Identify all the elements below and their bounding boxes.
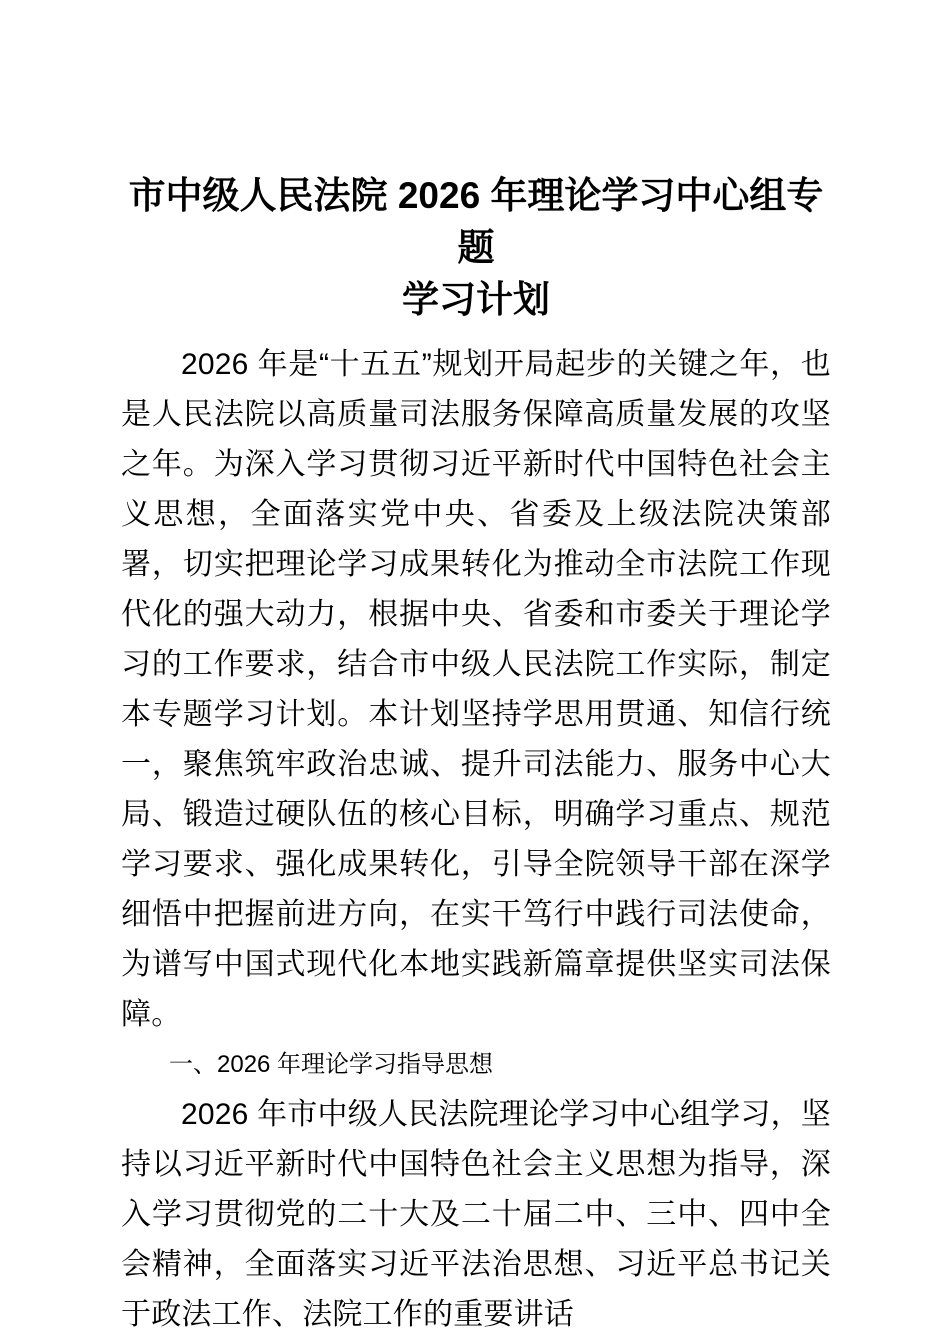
section-heading-1: 一、2026 年理论学习指导思想 — [169, 1051, 494, 1078]
page-title-line-2: 学习计划 — [402, 279, 550, 320]
paragraph-intro: 2026 年是“十五五”规划开局起步的关键之年，也是人民法院以高质量司法服务保障高质量发展的攻坚之年。为深入学习贯彻习近平新时代中国特色社会主义思想，全面落实党中央、省委及上级法院决策部署，切实把理论学习成果转化为推动全市法院工作现代化的强大动力，根据中央、省委和市委关于理论学习的工作要求，结合市中级人民法院工作实际，制定本专题学习计划。本计划坚持学思用贯通、知信行统一，聚焦筑牢政治忠诚、提升司法能力、服务中心大局、锻造过硬队伍的核心目标，明确学习重点、规范学习要求、强化成果转化，引导全院领导干部在深学细悟中把握前进方向，在实干笃行中践行司法使命，为谱写中国式现代化本地实践新篇章提供坚实司法保障。 — [121, 348, 831, 1031]
page-title — [121, 170, 831, 326]
document-content — [121, 170, 831, 1340]
paragraph-section-1-body: 2026 年市中级人民法院理论学习中心组学习，坚持以习近平新时代中国特色社会主义思想为指导，深入学习贯彻党的二十大及二十届二中、三中、四中全会精神，全面落实习近平法治思想、习近平总书记关于政法工作、法院工作的重要讲话 — [121, 1098, 831, 1331]
page-title-line-1: 市中级人民法院 2026 年理论学习中心组专题 — [128, 175, 824, 268]
